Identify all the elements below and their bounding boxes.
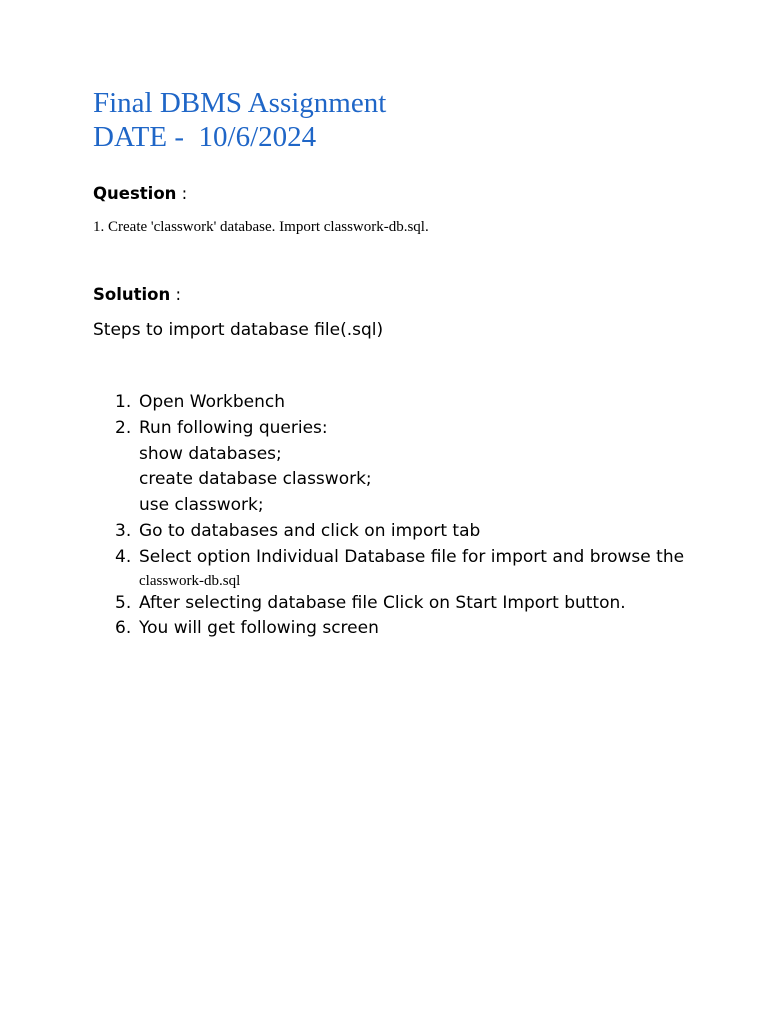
step-item (93, 591, 733, 617)
step-text: Go to databases and click on import tab (139, 520, 481, 541)
step-text: After selecting database file Click on Start Import button. (139, 592, 626, 613)
question-label: Question (93, 184, 177, 203)
step-item (93, 616, 733, 642)
step-number: 2. (115, 417, 132, 438)
step-text: Select option Individual Database file for import and browse the (139, 546, 685, 567)
step-continuation: classwork-db.sql (139, 572, 241, 589)
question-colon: : (176, 184, 188, 203)
step-number: 6. (115, 618, 132, 639)
step-item (93, 519, 733, 545)
step-number: 5. (115, 592, 132, 613)
title-assignment: Final DBMS Assignment (93, 87, 387, 119)
step-item (93, 416, 733, 519)
solution-heading (93, 284, 181, 306)
query-line: show databases; (139, 443, 282, 464)
step-number: 4. (115, 546, 132, 567)
question-heading (93, 183, 187, 205)
step-item (93, 545, 733, 591)
steps-intro: Steps to import database file(.sql) (93, 320, 384, 340)
step-text: Run following queries: (139, 417, 328, 438)
steps-list (93, 390, 733, 642)
document-title (93, 86, 386, 154)
solution-colon: : (170, 285, 182, 304)
query-line: use classwork; (139, 495, 264, 516)
step-number: 1. (115, 392, 132, 412)
step-number: 3. (115, 520, 132, 541)
question-text: 1. Create 'classwork' database. Import classwork-db.sql. (93, 219, 429, 235)
step-text: Open Workbench (139, 392, 286, 412)
query-line: create database classwork; (139, 469, 372, 490)
step-text: You will get following screen (139, 618, 379, 639)
title-date: DATE - 10/6/2024 (93, 121, 317, 153)
solution-label: Solution (93, 285, 171, 304)
step-item (93, 390, 733, 416)
